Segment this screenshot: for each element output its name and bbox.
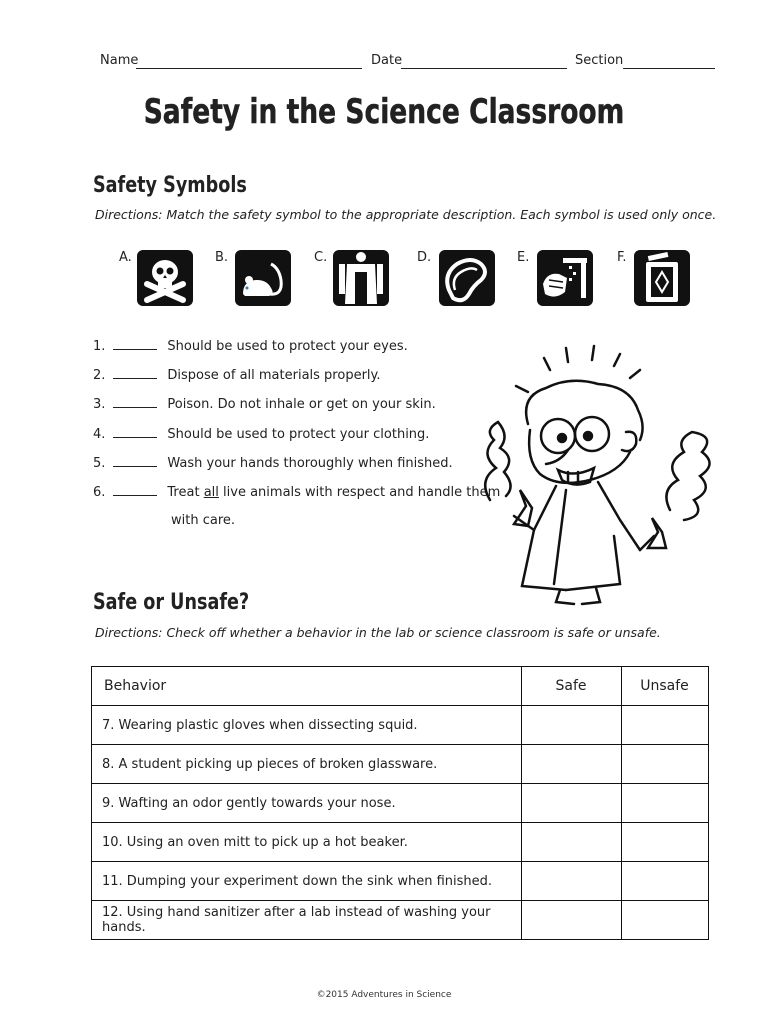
question-text: Dispose of all materials properly. xyxy=(167,368,381,383)
question-6-line2: with care. xyxy=(171,513,236,528)
question-number: 4. xyxy=(93,427,106,442)
behavior-cell: 7. Wearing plastic gloves when dissecting squid. xyxy=(92,706,522,745)
column-header-safe: Safe xyxy=(522,667,622,706)
behavior-cell: 11. Dumping your experiment down the sink when finished. xyxy=(92,862,522,901)
safe-checkbox-cell[interactable] xyxy=(522,706,622,745)
table-row xyxy=(92,745,709,784)
symbol-letter-f: F. xyxy=(617,250,627,265)
table-row xyxy=(92,706,709,745)
symbol-letter-a: A. xyxy=(119,250,132,265)
frazzled-scientist-icon xyxy=(470,340,730,608)
unsafe-checkbox-cell[interactable] xyxy=(622,706,709,745)
answer-blank[interactable] xyxy=(113,483,157,496)
question-6 xyxy=(93,483,500,500)
question-text: Should be used to protect your eyes. xyxy=(167,339,408,354)
table-row xyxy=(92,862,709,901)
question-number: 6. xyxy=(93,485,106,500)
unsafe-checkbox-cell[interactable] xyxy=(622,862,709,901)
table-row xyxy=(92,823,709,862)
question-number: 3. xyxy=(93,397,106,412)
symbol-letter-b: B. xyxy=(215,250,229,265)
answer-blank[interactable] xyxy=(113,337,157,350)
unsafe-checkbox-cell[interactable] xyxy=(622,745,709,784)
safe-unsafe-heading: Safe or Unsafe? xyxy=(93,590,250,615)
answer-blank[interactable] xyxy=(113,395,157,408)
behavior-cell: 12. Using hand sanitizer after a lab instead of washing your hands. xyxy=(92,901,522,940)
safety-goggles-icon xyxy=(439,250,495,306)
unsafe-checkbox-cell[interactable] xyxy=(622,901,709,940)
symbols-directions: Directions: Match the safety symbol to the appropriate description. Each symbol is used only once. xyxy=(95,207,717,222)
name-field[interactable] xyxy=(136,68,362,69)
answer-blank[interactable] xyxy=(113,425,157,438)
question-5 xyxy=(93,454,453,471)
table-row xyxy=(92,901,709,940)
question-text-after: live animals with respect and handle them xyxy=(218,485,501,500)
date-label: Date xyxy=(371,53,403,68)
symbol-letter-c: C. xyxy=(314,250,328,265)
date-field[interactable] xyxy=(401,68,567,69)
section-label: Section xyxy=(575,53,624,68)
page-title: Safety in the Science Classroom xyxy=(143,92,625,132)
disposal-bin-icon xyxy=(634,250,690,306)
symbol-letter-e: E. xyxy=(517,250,530,265)
question-3 xyxy=(93,395,436,412)
column-header-behavior: Behavior xyxy=(92,667,522,706)
question-text: Poison. Do not inhale or get on your skin. xyxy=(167,397,436,412)
name-label: Name xyxy=(100,53,139,68)
safe-checkbox-cell[interactable] xyxy=(522,862,622,901)
safety-symbols-heading: Safety Symbols xyxy=(93,173,247,198)
question-1 xyxy=(93,337,408,354)
lab-apron-icon xyxy=(333,250,389,306)
answer-blank[interactable] xyxy=(113,454,157,467)
skull-crossbones-icon xyxy=(137,250,193,306)
question-2 xyxy=(93,366,381,383)
section-field[interactable] xyxy=(623,68,715,69)
table-row xyxy=(92,784,709,823)
safe-checkbox-cell[interactable] xyxy=(522,784,622,823)
safe-checkbox-cell[interactable] xyxy=(522,901,622,940)
behavior-cell: 8. A student picking up pieces of broken glassware. xyxy=(92,745,522,784)
question-text: Should be used to protect your clothing. xyxy=(167,427,430,442)
copyright-footer: ©2015 Adventures in Science xyxy=(316,990,452,1000)
column-header-unsafe: Unsafe xyxy=(622,667,709,706)
question-number: 2. xyxy=(93,368,106,383)
hand-washing-icon xyxy=(537,250,593,306)
safe-checkbox-cell[interactable] xyxy=(522,823,622,862)
table-header-row xyxy=(92,667,709,706)
answer-blank[interactable] xyxy=(113,366,157,379)
question-text: Wash your hands thoroughly when finished. xyxy=(167,456,453,471)
unsafe-checkbox-cell[interactable] xyxy=(622,784,709,823)
behavior-table xyxy=(91,666,709,940)
behavior-cell: 10. Using an oven mitt to pick up a hot beaker. xyxy=(92,823,522,862)
question-text-underlined: all xyxy=(203,485,219,500)
question-number: 1. xyxy=(93,339,106,354)
behavior-cell: 9. Wafting an odor gently towards your nose. xyxy=(92,784,522,823)
animal-rat-icon xyxy=(235,250,291,306)
symbol-letter-d: D. xyxy=(417,250,432,265)
question-number: 5. xyxy=(93,456,106,471)
safe-checkbox-cell[interactable] xyxy=(522,745,622,784)
unsafe-checkbox-cell[interactable] xyxy=(622,823,709,862)
question-text-before: Treat xyxy=(167,485,204,500)
question-4 xyxy=(93,425,429,442)
safe-unsafe-directions: Directions: Check off whether a behavior in the lab or science classroom is safe or unsafe. xyxy=(95,625,661,640)
